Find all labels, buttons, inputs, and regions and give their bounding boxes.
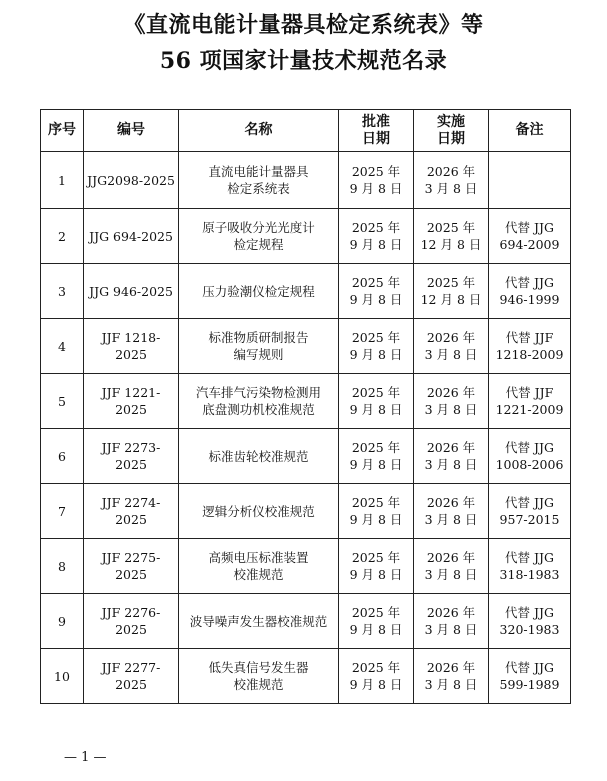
row-effective-date-line: 12 月 8 日 — [420, 292, 482, 307]
header-approve-date — [339, 110, 414, 152]
row-approve-date — [339, 539, 414, 594]
row-approve-date-line: 2025 年 — [351, 605, 401, 620]
row-note — [489, 484, 571, 539]
row-name — [179, 484, 339, 539]
row-code — [84, 484, 179, 539]
row-note-line: 320-1983 — [499, 622, 560, 637]
row-effective-date — [414, 484, 489, 539]
row-effective-date — [414, 649, 489, 704]
row-code — [84, 209, 179, 264]
row-note-line: 694-2009 — [499, 237, 560, 252]
row-effective-date-line: 2025 年 — [426, 220, 476, 235]
row-approve-date — [339, 152, 414, 209]
row-effective-date-line: 2026 年 — [426, 440, 476, 455]
row-index: 7 — [41, 484, 84, 539]
row-code-line: JJG — [87, 172, 108, 188]
row-name-line: 高频电压标准装置 — [208, 550, 309, 565]
row-name — [179, 374, 339, 429]
header-code: 编号 — [84, 110, 179, 152]
row-effective-date — [414, 209, 489, 264]
header-effective-date — [414, 110, 489, 152]
row-effective-date-line: 12 月 8 日 — [420, 237, 482, 252]
row-note-line: 代替 JJG — [505, 275, 554, 290]
row-code-line: JJF 2275-2025 — [101, 550, 161, 582]
row-approve-date-line: 2025 年 — [351, 330, 401, 345]
row-note — [489, 319, 571, 374]
row-approve-date-line: 9 月 8 日 — [349, 402, 403, 417]
row-note-line: 代替 JJG — [505, 660, 554, 675]
row-index: 10 — [41, 649, 84, 704]
row-note-line: 318-1983 — [499, 567, 560, 582]
row-effective-date — [414, 594, 489, 649]
row-name-line: 低失真信号发生器 — [208, 660, 309, 675]
row-approve-date — [339, 429, 414, 484]
row-name — [179, 264, 339, 319]
row-note — [489, 539, 571, 594]
row-approve-date-line: 2025 年 — [351, 220, 401, 235]
row-note — [489, 374, 571, 429]
header-approve-date-line1: 批准 — [362, 113, 390, 130]
header-effective-date-line1: 实施 — [437, 113, 465, 130]
row-note-line: 代替 JJG — [505, 440, 554, 455]
row-name-line: 底盘测功机校准规范 — [202, 402, 315, 417]
row-approve-date-line: 9 月 8 日 — [349, 622, 403, 637]
row-approve-date-line: 2025 年 — [351, 550, 401, 565]
row-code — [84, 264, 179, 319]
row-code-line: JJF 1221-2025 — [101, 385, 161, 417]
row-note-line: 代替 JJG — [505, 220, 554, 235]
row-name-line: 检定规程 — [233, 237, 284, 252]
row-effective-date — [414, 152, 489, 209]
row-approve-date — [339, 484, 414, 539]
row-note-line: 1008-2006 — [495, 457, 564, 472]
document-title-line2: 56 项国家计量技术规范名录 — [159, 48, 448, 74]
row-code-line: JJG 694-2025 — [89, 228, 173, 244]
document-title-line1: 《直流电能计量器具检定系统表》等 — [123, 12, 484, 38]
row-approve-date — [339, 319, 414, 374]
row-code-line: JJF 2277-2025 — [101, 660, 161, 692]
row-note-line: 957-2015 — [499, 512, 560, 527]
row-code-line: JJG 946-2025 — [89, 283, 173, 299]
row-approve-date-line: 9 月 8 日 — [349, 181, 403, 196]
row-approve-date — [339, 209, 414, 264]
table-row — [41, 539, 571, 594]
row-note-line: 代替 JJF — [505, 330, 554, 345]
header-effective-date-line2: 日期 — [437, 130, 465, 147]
row-code — [84, 319, 179, 374]
row-effective-date-line: 3 月 8 日 — [424, 622, 478, 637]
row-note — [489, 209, 571, 264]
row-code — [84, 649, 179, 704]
row-name-line: 原子吸收分光光度计 — [202, 220, 315, 235]
table-row — [41, 319, 571, 374]
row-note — [489, 649, 571, 704]
table-row — [41, 374, 571, 429]
row-name — [179, 594, 339, 649]
row-note — [489, 152, 571, 209]
row-effective-date-line: 2026 年 — [426, 385, 476, 400]
row-name — [179, 152, 339, 209]
table-row — [41, 484, 571, 539]
row-name-line: 编写规则 — [233, 347, 284, 362]
row-name-line: 标准物质研制报告 — [208, 330, 309, 345]
row-effective-date-line: 2026 年 — [426, 550, 476, 565]
row-approve-date — [339, 649, 414, 704]
row-index: 2 — [41, 209, 84, 264]
row-name-line: 标准齿轮校准规范 — [208, 448, 309, 464]
header-note: 备注 — [489, 110, 571, 152]
row-approve-date-line: 2025 年 — [351, 495, 401, 510]
row-index: 4 — [41, 319, 84, 374]
row-note-line: 1218-2009 — [495, 347, 564, 362]
row-name-line: 直流电能计量器具 — [208, 164, 309, 179]
row-note — [489, 264, 571, 319]
row-index: 9 — [41, 594, 84, 649]
row-effective-date — [414, 319, 489, 374]
row-effective-date-line: 3 月 8 日 — [424, 457, 478, 472]
page-number: — 1 — — [64, 750, 107, 765]
row-approve-date-line: 2025 年 — [351, 164, 401, 179]
row-note — [489, 429, 571, 484]
header-index: 序号 — [41, 110, 84, 152]
row-code — [84, 594, 179, 649]
row-approve-date — [339, 264, 414, 319]
header-approve-date-line2: 日期 — [362, 130, 390, 147]
row-code — [84, 374, 179, 429]
row-effective-date-line: 3 月 8 日 — [424, 347, 478, 362]
row-name — [179, 319, 339, 374]
row-code-line: JJF 1218-2025 — [101, 330, 161, 362]
row-code-line: 2098-2025 — [107, 172, 175, 188]
table-header-row — [41, 110, 571, 152]
row-effective-date — [414, 539, 489, 594]
table-row — [41, 264, 571, 319]
row-name — [179, 649, 339, 704]
row-index: 1 — [41, 152, 84, 209]
row-name — [179, 429, 339, 484]
row-effective-date — [414, 374, 489, 429]
row-approve-date-line: 9 月 8 日 — [349, 457, 403, 472]
row-approve-date-line: 9 月 8 日 — [349, 512, 403, 527]
row-effective-date-line: 2026 年 — [426, 164, 476, 179]
row-approve-date-line: 2025 年 — [351, 660, 401, 675]
row-name-line: 汽车排气污染物检测用 — [195, 385, 321, 400]
row-approve-date-line: 2025 年 — [351, 385, 401, 400]
specification-table — [40, 109, 571, 704]
row-approve-date — [339, 594, 414, 649]
row-name-line: 校准规范 — [233, 677, 284, 692]
row-note-line: 代替 JJG — [505, 605, 554, 620]
row-approve-date-line: 9 月 8 日 — [349, 677, 403, 692]
row-effective-date-line: 2026 年 — [426, 495, 476, 510]
row-note-line: 代替 JJG — [505, 550, 554, 565]
row-approve-date-line: 2025 年 — [351, 440, 401, 455]
row-approve-date-line: 9 月 8 日 — [349, 567, 403, 582]
header-name: 名称 — [179, 110, 339, 152]
row-code — [84, 429, 179, 484]
row-code — [84, 152, 179, 209]
table-row — [41, 649, 571, 704]
row-note-line: 代替 JJF — [505, 385, 554, 400]
row-note-line: 599-1989 — [499, 677, 560, 692]
row-index: 6 — [41, 429, 84, 484]
row-effective-date-line: 2026 年 — [426, 605, 476, 620]
row-effective-date-line: 3 月 8 日 — [424, 181, 478, 196]
row-effective-date-line: 3 月 8 日 — [424, 402, 478, 417]
row-note-line: 1221-2009 — [495, 402, 564, 417]
table-row — [41, 209, 571, 264]
row-name-line: 压力验潮仪检定规程 — [202, 283, 315, 299]
table-row — [41, 152, 571, 209]
row-effective-date-line: 3 月 8 日 — [424, 677, 478, 692]
row-name-line: 波导噪声发生器校准规范 — [189, 613, 328, 629]
row-effective-date-line: 2026 年 — [426, 330, 476, 345]
row-note-line: 946-1999 — [499, 292, 560, 307]
row-approve-date-line: 9 月 8 日 — [349, 237, 403, 252]
row-name — [179, 209, 339, 264]
row-code-line: JJF 2273-2025 — [101, 440, 161, 472]
row-name — [179, 539, 339, 594]
row-effective-date-line: 2026 年 — [426, 660, 476, 675]
row-effective-date-line: 3 月 8 日 — [424, 567, 478, 582]
row-code-line: JJF 2274-2025 — [101, 495, 161, 527]
row-approve-date-line: 9 月 8 日 — [349, 292, 403, 307]
row-note — [489, 594, 571, 649]
row-index: 5 — [41, 374, 84, 429]
row-effective-date — [414, 264, 489, 319]
row-code-line: JJF 2276-2025 — [101, 605, 161, 637]
row-effective-date-line: 3 月 8 日 — [424, 512, 478, 527]
row-approve-date-line: 9 月 8 日 — [349, 347, 403, 362]
row-approve-date — [339, 374, 414, 429]
row-name-line: 校准规范 — [233, 567, 284, 582]
table-row — [41, 429, 571, 484]
row-approve-date-line: 2025 年 — [351, 275, 401, 290]
row-effective-date-line: 2025 年 — [426, 275, 476, 290]
row-name-line: 逻辑分析仪校准规范 — [202, 503, 315, 519]
row-effective-date — [414, 429, 489, 484]
table-row — [41, 594, 571, 649]
row-note-line: 代替 JJG — [505, 495, 554, 510]
table-body — [41, 152, 571, 704]
row-code — [84, 539, 179, 594]
row-index: 8 — [41, 539, 84, 594]
row-name-line: 检定系统表 — [227, 181, 290, 196]
row-index: 3 — [41, 264, 84, 319]
